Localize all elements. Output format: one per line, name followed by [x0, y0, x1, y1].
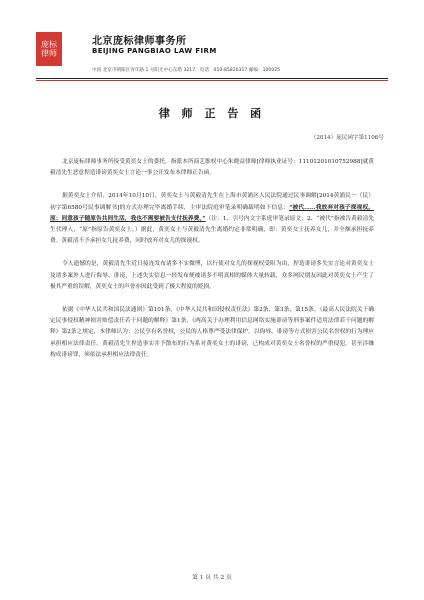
- firm-logo-seal-text: 庞标律师: [41, 40, 57, 58]
- firm-name-en: BEIJING PANGBIAO LAW FIRM: [92, 47, 217, 55]
- letterhead-rule-dark: [36, 78, 388, 79]
- paragraph-background-text: 据黄奕女士介绍，2014年10月10日，黄奕女士与黄毅清先生在上海市黄浦区人民法院通过民事调解[2014黄浦民一（民）初字第6580号民事调解书]的方式办理完毕离婚手续，主审法院庭审笔录明确载明如下信息：: [50, 193, 374, 211]
- paragraph-intro: 北京庞标律师事务所接受黄奕女士的委托，指派本所演艺维权中心朱晓益律师[律师执业证号：11101201010752988]就黄毅清先生恶意捏造诽谤黄奕女士言论一事公开发布本律师正告函。: [50, 159, 374, 177]
- paragraph-facts: 令人遗憾的是，黄毅清先生近日接连发布诸多不实微博，以行使对女儿的探视权受阻为由，捏造诽谤多失实言论对黄奕女士及诸多案外人进行侮辱、诽谤，上述失实信息一经发布便被诸多不明真相的媒体大量转载，众多网民朋友因此对黄奕女士产生了极其严重的误解，黄奕女士的声誉亦因此受到了极大程度的贬损。: [50, 261, 374, 290]
- page-number: 第 1 页 共 2 页: [192, 575, 232, 581]
- paragraph-background-note: （注：1、引号内文字系庭审笔录原文；2、“被代”指被告黄毅清先生代理人，“原”指原告黄奕女士。）据此，黄奕女士与黄毅清先生离婚约定非常明确，即：黄奕女士抚养女儿，并全额承担抚养费。黄毅清不予承担女儿抚养费，同时放弃对女儿的探视权。: [50, 215, 374, 245]
- letter-body: [50, 157, 374, 373]
- firm-address: 中国 北京市朝阳区青年路 1 号阳光中心东塔 3217，电话：010-85820317 邮编：100025: [92, 68, 281, 73]
- firm-name-cn: 北京庞标律师事务所: [92, 36, 187, 47]
- paragraph-legal-basis: 依据《中华人民共和国民法通则》第101条、《中华人民共和国侵权责任法》第2条、第3条、第15条、《最高人民法院关于确定民事侵权精神损害赔偿责任若干问题的解释》第1条，《两高关于办理利用信息网络实施诽谤等刑事案件适用法律若干问题的解释》第2条之规定，本律师认为：公民享有名誉权，公民的人格尊严受法律保护，以侮辱、诽谤等方式损害公民名誉权的行为理应承担相应法律责任。黄毅清先生捏造事实并予散布的行为系对黄奕女士的诽谤，已构成对黄奕女士名誉权的严重侵犯，甚至涉嫌构成诽谤罪，须依法承担相应法律责任。: [50, 307, 374, 358]
- paragraph-background: [50, 191, 374, 247]
- court-record-quote: “被代……我放弃对孩子探视权。原：同意孩子随原告共同生活，我也不需要被告支付抚养费。”: [50, 204, 374, 222]
- firm-logo-seal: [36, 32, 62, 66]
- reference-number: （2014）庞民函字第1106号: [310, 135, 384, 141]
- letterhead-rule-red: [36, 80, 388, 81]
- document-title: 律 师 正 告 函: [158, 107, 266, 120]
